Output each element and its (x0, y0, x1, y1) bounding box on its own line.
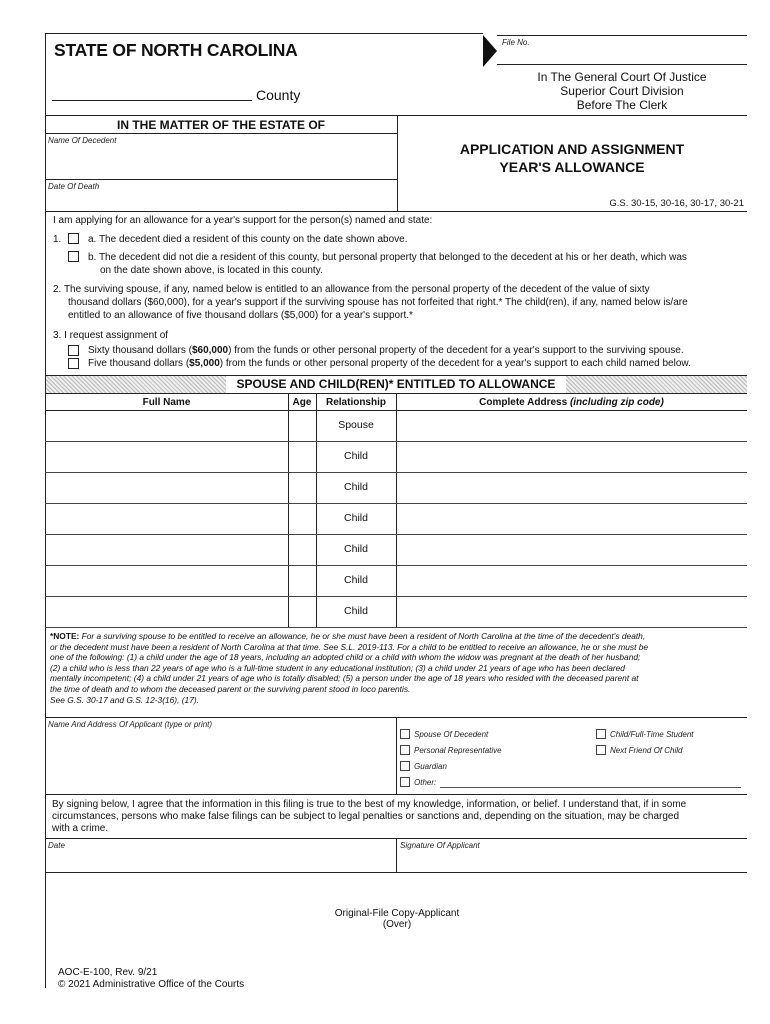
address-input[interactable] (397, 566, 746, 595)
court-line-1: In The General Court Of Justice (537, 70, 707, 84)
full-name-input[interactable] (46, 566, 287, 595)
full-name-input[interactable] (46, 473, 287, 502)
signature-input[interactable] (398, 851, 746, 871)
item-2-text-1: 2. The surviving spouse, if any, named below is entitled to an allowance from the personal property of the decedent of the value of sixty (53, 284, 650, 295)
item-3a-text: Sixty thousand dollars ($60,000) from the funds or other personal property of the decedent for a year's support to the surviving spouse. (88, 345, 684, 356)
date-label: Date (48, 841, 65, 850)
table-row (45, 410, 747, 441)
item-2-text-2: thousand dollars ($60,000), for a year's support if the surviving spouse has not forfeited that right.* The child(ren), if any, named below is/are (68, 297, 688, 308)
date-of-death-input[interactable] (46, 192, 396, 210)
form-title-line-2: YEAR'S ALLOWANCE (499, 159, 645, 175)
applicant-input[interactable] (46, 731, 394, 793)
address-input[interactable] (397, 504, 746, 533)
rep-option: Personal Representative (414, 746, 502, 755)
spouse-checkbox[interactable] (400, 729, 410, 739)
age-input[interactable] (289, 473, 315, 502)
form-title-line-1: APPLICATION AND ASSIGNMENT (459, 141, 685, 157)
item-2-text-3: entitled to an allowance of five thousand dollars ($5,000) for a year's support.* (68, 310, 413, 321)
signing-text: By signing below, I agree that the information in this filing is true to the best of my knowledge, information, or belief. I understand that, if in some circumstances, persons who make false filings can be subject to legal penalties or sanctions and, depending on the situation, may be charged with a crime. (52, 799, 687, 834)
col-header-address: Complete Address (including zip code) (479, 397, 664, 408)
intro-text: I am applying for an allowance for a year's support for the person(s) named and state: (53, 215, 433, 226)
table-row (45, 441, 747, 472)
other-input[interactable] (440, 776, 741, 787)
row-divider (45, 627, 747, 628)
state-title: STATE OF NORTH CAROLINA (54, 40, 298, 60)
decedent-name-input[interactable] (46, 146, 396, 179)
table-row (45, 503, 747, 534)
address-input[interactable] (397, 535, 746, 564)
age-input[interactable] (289, 504, 315, 533)
child-student-checkbox[interactable] (596, 729, 606, 739)
full-name-input[interactable] (46, 442, 287, 471)
full-name-input[interactable] (46, 504, 287, 533)
rep-checkbox[interactable] (400, 745, 410, 755)
estate-heading: IN THE MATTER OF THE ESTATE OF (117, 118, 325, 132)
relationship-cell: Child (344, 543, 368, 555)
relationship-cell: Child (344, 450, 368, 462)
age-input[interactable] (289, 535, 315, 564)
applicant-label: Name And Address Of Applicant (type or print) (48, 720, 213, 729)
item-1a-text: a. The decedent died a resident of this county on the date shown above. (88, 234, 408, 245)
item-1b-checkbox[interactable] (68, 251, 79, 262)
table-row (45, 565, 747, 596)
court-line-3: Before The Clerk (576, 98, 668, 112)
address-input[interactable] (397, 411, 746, 440)
item-3b-text: Five thousand dollars ($5,000) from the funds or other personal property of the decedent for a year's support to each child named below. (88, 358, 691, 369)
item-3b-checkbox[interactable] (68, 358, 79, 369)
table-banner: SPOUSE AND CHILD(REN)* ENTITLED TO ALLOWANCE (236, 377, 556, 391)
other-option: Other: (414, 778, 437, 787)
copyright: © 2021 Administrative Office of the Courts (58, 979, 245, 990)
table-row (45, 596, 747, 627)
signature-label: Signature Of Applicant (400, 841, 480, 850)
hatch-left (46, 376, 226, 393)
age-input[interactable] (289, 411, 315, 440)
age-input[interactable] (289, 597, 315, 626)
friend-checkbox[interactable] (596, 745, 606, 755)
file-no-input[interactable] (497, 48, 747, 64)
item-3a-checkbox[interactable] (68, 345, 79, 356)
col-header-age: Age (292, 397, 312, 408)
spouse-option: Spouse Of Decedent (414, 730, 489, 739)
county-input[interactable] (52, 86, 252, 100)
address-input[interactable] (397, 597, 746, 626)
note-block: *NOTE: For a surviving spouse to be entitled to receive an allowance, he or she must have been a resident of North Carolina at the time of the decedent's death, or the decedent must have been a resident of North Carolina at that time. See S.L. 2019-113. For a child to be entitled to receive an allowance, he or she must be one of the following: (1) a child under the age of 18 years, including an adopted child or a child with whom the widow was pregnant at the death of her husband; (2) a child who is less than 22 years of age who is a full-time student in any educational institution; (3) a child under 21 years of age who has been declared mentally incompetent; (4) a child under 21 years of age who is totally disabled; (5) a person under the age of 18 years who resided with the deceased parent at the time of death and to whom the deceased parent or the surviving parent stood in loco parentis. See G.S. 30-17 and G.S. 12-3(16), (17). (50, 631, 649, 705)
over-text: (Over) (382, 919, 412, 930)
relationship-cell: Child (344, 574, 368, 586)
relationship-cell: Spouse (338, 419, 374, 431)
item-3-text: 3. I request assignment of (53, 330, 169, 341)
col-header-name: Full Name (142, 397, 191, 408)
address-input[interactable] (397, 473, 746, 502)
hatch-right (566, 376, 747, 393)
form-number: AOC-E-100, Rev. 9/21 (58, 967, 158, 978)
friend-option: Next Friend Of Child (610, 746, 683, 755)
age-input[interactable] (289, 442, 315, 471)
full-name-input[interactable] (46, 411, 287, 440)
guardian-option: Guardian (414, 762, 447, 771)
guardian-checkbox[interactable] (400, 761, 410, 771)
file-arrow-icon (483, 35, 497, 67)
col-header-relationship: Relationship (325, 397, 386, 408)
relationship-cell: Child (344, 481, 368, 493)
age-input[interactable] (289, 566, 315, 595)
date-input[interactable] (46, 851, 394, 871)
other-checkbox[interactable] (400, 777, 410, 787)
statutes: G.S. 30-15, 30-16, 30-17, 30-21 (609, 198, 744, 209)
full-name-input[interactable] (46, 597, 287, 626)
county-label: County (256, 87, 301, 103)
table-row (45, 534, 747, 565)
file-no-label: File No. (502, 38, 530, 47)
item-1a-checkbox[interactable] (68, 233, 79, 244)
item-1b-text-2: on the date shown above, is located in this county. (100, 265, 323, 276)
relationship-cell: Child (344, 512, 368, 524)
court-line-2: Superior Court Division (560, 84, 684, 98)
address-input[interactable] (397, 442, 746, 471)
date-of-death-label: Date Of Death (48, 182, 100, 191)
child-student-option: Child/Full-Time Student (610, 730, 694, 739)
item-1b-text-1: b. The decedent did not die a resident of this county, but personal property that belonged to the decedent at his or her death, which was (88, 252, 687, 263)
decedent-name-label: Name Of Decedent (48, 136, 117, 145)
item-1-number: 1. (53, 234, 62, 245)
copies-text: Original-File Copy-Applicant (334, 908, 460, 919)
full-name-input[interactable] (46, 535, 287, 564)
table-row (45, 472, 747, 503)
relationship-cell: Child (344, 605, 368, 617)
